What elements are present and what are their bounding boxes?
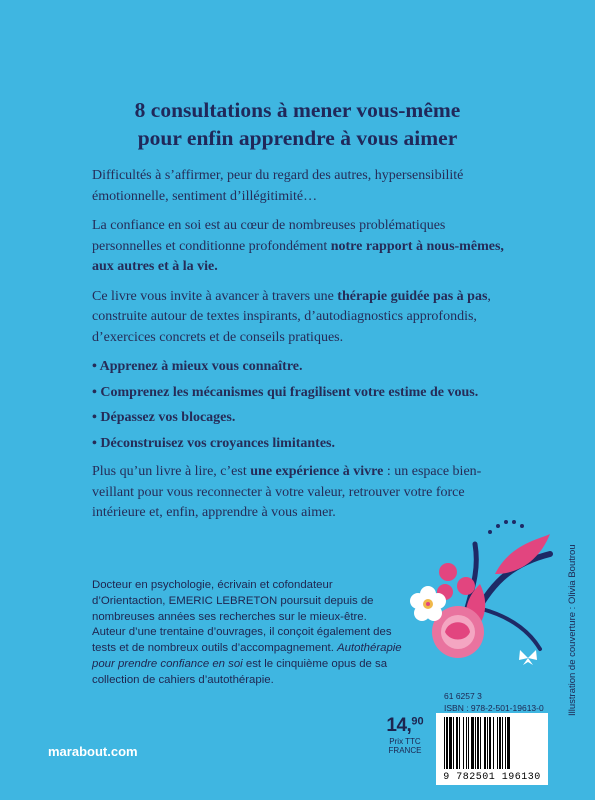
publisher-logo: marabout.com xyxy=(48,744,138,759)
description xyxy=(92,166,507,533)
flower-illustration xyxy=(400,514,560,689)
therapy-paragraph: Ce livre vous invite à avancer à travers une thérapie guidée pas à pas, construite autour de textes inspirants, d’autodiagnostics approfondis, d’exercices concrets et de conseils pratiques. xyxy=(92,288,491,345)
product-code: 61 6257 3 xyxy=(444,691,482,701)
title-line-1: 8 consultations à mener vous-même xyxy=(134,98,461,122)
emphasis-text: notre rapport à nous-mêmes, aux autres et à la vie. xyxy=(92,238,504,274)
price-country: FRANCE xyxy=(388,746,422,755)
barcode-bars xyxy=(444,717,540,769)
barcode xyxy=(436,713,548,785)
confidence-paragraph: La confiance en soi est au cœur de nombreuses problématiques personnelles et conditionne profondément notre rapport à nous-mêmes, aux autres et à la vie. xyxy=(92,218,504,274)
price-cents: 90 xyxy=(411,715,424,728)
list-item: • Apprenez à mieux vous connaître. xyxy=(92,359,303,374)
list-item: • Comprenez les mécanismes qui fragilisent votre estime de vous. xyxy=(92,384,479,400)
emphasis-text: thérapie guidée pas à pas xyxy=(337,288,488,304)
back-cover-title xyxy=(60,96,535,152)
isbn-text: ISBN : 978-2-501-19613-0 xyxy=(444,703,544,713)
emphasis-text: une expérience à vivre xyxy=(250,464,384,479)
list-item: • Dépassez vos blocages. xyxy=(92,410,236,425)
author-bio: Docteur en psychologie, écrivain et cofondateur d’Orientaction, EMERIC LEBRETON poursuit depuis de nombreuses années ses recherches sur le mieux-être. Auteur d’une trentaine d’ouvrages, il conçoit également des tests et de nombreux outils d’accompagnement. Autothérapie pour prendre confiance en soi est le cinquième opus de sa collection de cahiers d’autothérapie. xyxy=(92,579,402,686)
illustration-credit: Illustration de couverture : Olivia Boutrou xyxy=(567,544,578,716)
title-line-2: pour enfin apprendre à vous aimer xyxy=(137,126,458,150)
list-item: • Déconstruisez vos croyances limitantes. xyxy=(92,435,335,451)
barcode-number: 9 782501 196130 xyxy=(443,772,541,783)
price-euros: 14, xyxy=(386,715,412,736)
price-label: Prix TTC xyxy=(389,737,421,746)
price-tag xyxy=(382,715,428,755)
closing-paragraph: Plus qu’un livre à lire, c’est une expérience à vivre : un espace bien-veillant pour vous reconnecter à votre valeur, retrouver votre force intérieure et, enfin, apprendre à vous aimer. xyxy=(92,464,482,520)
intro-paragraph: Difficultés à s’affirmer, peur du regard des autres, hypersensibilité émotionnelle, sentiment d’illégitimité… xyxy=(92,168,464,204)
benefits-list xyxy=(92,357,507,454)
book-title: Autothérapie pour prendre confiance en soi xyxy=(92,642,402,670)
